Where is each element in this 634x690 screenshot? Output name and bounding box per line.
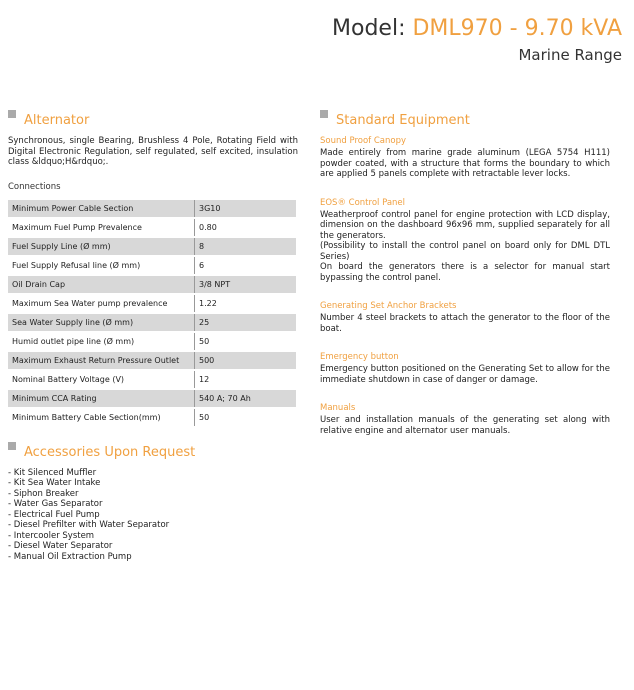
list-item: - Kit Silenced Muffler	[8, 467, 97, 478]
spec-key: Maximum Sea Water pump prevalence	[8, 294, 195, 313]
table-row	[8, 332, 296, 351]
square-bullet-icon	[8, 442, 16, 450]
spec-value: 500	[195, 351, 297, 370]
list-item: - Manual Oil Extraction Pump	[8, 551, 132, 562]
equipment-item	[320, 352, 610, 385]
connections-table	[8, 200, 296, 428]
table-row	[8, 313, 296, 332]
equipment-item-title: Generating Set Anchor Brackets	[320, 301, 457, 311]
spec-key: Oil Drain Cap	[8, 275, 195, 294]
accessories-list	[8, 468, 298, 563]
spec-value: 50	[195, 408, 297, 427]
spec-value: 12	[195, 370, 297, 389]
table-row	[8, 256, 296, 275]
accessories-title: Accessories Upon Request	[24, 444, 196, 460]
table-row	[8, 370, 296, 389]
table-row	[8, 389, 296, 408]
spec-value: 50	[195, 332, 297, 351]
table-row	[8, 275, 296, 294]
model-title	[332, 16, 622, 42]
spec-value: 8	[195, 237, 297, 256]
spec-value: 0.80	[195, 218, 297, 237]
equipment-item-title: Sound Proof Canopy	[320, 136, 407, 146]
square-bullet-icon	[8, 110, 16, 118]
standard-equipment-title: Standard Equipment	[336, 113, 470, 128]
list-item: - Water Gas Separator	[8, 499, 103, 509]
list-item: - Electrical Fuel Pump	[8, 509, 100, 520]
equipment-item	[320, 198, 610, 284]
list-item: - Diesel Prefilter with Water Separator	[8, 520, 170, 530]
connections-label: Connections	[8, 181, 61, 192]
spec-key: Humid outlet pipe line (Ø mm)	[8, 332, 195, 351]
table-row	[8, 237, 296, 256]
standard-equipment-heading	[320, 110, 610, 128]
spec-key: Minimum CCA Rating	[8, 389, 195, 408]
spec-key: Minimum Battery Cable Section(mm)	[8, 408, 195, 427]
spec-value: 1.22	[195, 294, 297, 313]
spec-key: Maximum Fuel Pump Prevalence	[8, 218, 195, 237]
table-row	[8, 200, 296, 218]
spec-value: 540 A; 70 Ah	[195, 389, 297, 408]
equipment-item-text: Made entirely from marine grade aluminum (LEGA 5754 H111) powder coated, with a structure that forms the boundary to which are applied 5 panels complete with retractable lever locks.	[320, 148, 610, 179]
spec-key: Fuel Supply Line (Ø mm)	[8, 237, 195, 256]
list-item: - Siphon Breaker	[8, 488, 79, 499]
equipment-item-text: Emergency button positioned on the Generating Set to allow for the immediate shutdown in case of danger or damage.	[320, 364, 610, 385]
table-row	[8, 294, 296, 313]
equipment-item-text: Weatherproof control panel for engine protection with LCD display, dimension on the dashboard 96x96 mm, supplied separately for all the generators. (Possibility to install the control panel on board only for DML DTL Series) On board the generators there is a selector for manual start bypassing the control panel.	[320, 209, 610, 283]
spec-key: Fuel Supply Refusal line (Ø mm)	[8, 256, 195, 275]
model-label: Model:	[332, 16, 413, 41]
equipment-item-title: Manuals	[320, 403, 356, 413]
table-row	[8, 218, 296, 237]
alternator-title: Alternator	[24, 113, 90, 128]
spec-key: Maximum Exhaust Return Pressure Outlet	[8, 351, 195, 370]
accessories-heading	[8, 442, 298, 460]
spec-value: 3G10	[195, 200, 297, 218]
list-item: - Intercooler System	[8, 530, 95, 541]
equipment-item	[320, 136, 610, 180]
spec-key: Minimum Power Cable Section	[8, 200, 195, 218]
list-item: - Kit Sea Water Intake	[8, 478, 101, 488]
right-column	[320, 110, 610, 454]
square-bullet-icon	[320, 110, 328, 118]
table-row	[8, 408, 296, 427]
list-item: - Diesel Water Separator	[8, 541, 113, 551]
equipment-item-title: Emergency button	[320, 352, 399, 362]
model-value: DML970 - 9.70 kVA	[412, 16, 622, 41]
spec-key: Sea Water Supply line (Ø mm)	[8, 313, 195, 332]
alternator-heading	[8, 110, 298, 128]
equipment-item	[320, 301, 610, 334]
equipment-item-text: User and installation manuals of the generating set along with relative engine and alternator user manuals.	[320, 415, 610, 436]
spec-value: 3/8 NPT	[195, 275, 297, 294]
spec-value: 25	[195, 313, 297, 332]
equipment-item-title: EOS® Control Panel	[320, 197, 406, 208]
table-row	[8, 351, 296, 370]
spec-key: Nominal Battery Voltage (V)	[8, 370, 195, 389]
equipment-item	[320, 403, 610, 436]
page-header	[332, 16, 622, 64]
spec-value: 6	[195, 256, 297, 275]
equipment-item-text: Number 4 steel brackets to attach the generator to the floor of the boat.	[320, 313, 610, 334]
alternator-description: Synchronous, single Bearing, Brushless 4 Pole, Rotating Field with Digital Electronic Regulation, self regulated, self excited, insulation class &ldquo;H&rdquo;.	[8, 136, 298, 167]
left-column	[8, 110, 298, 562]
range-subtitle: Marine Range	[518, 46, 622, 64]
standard-equipment-list	[320, 136, 610, 436]
